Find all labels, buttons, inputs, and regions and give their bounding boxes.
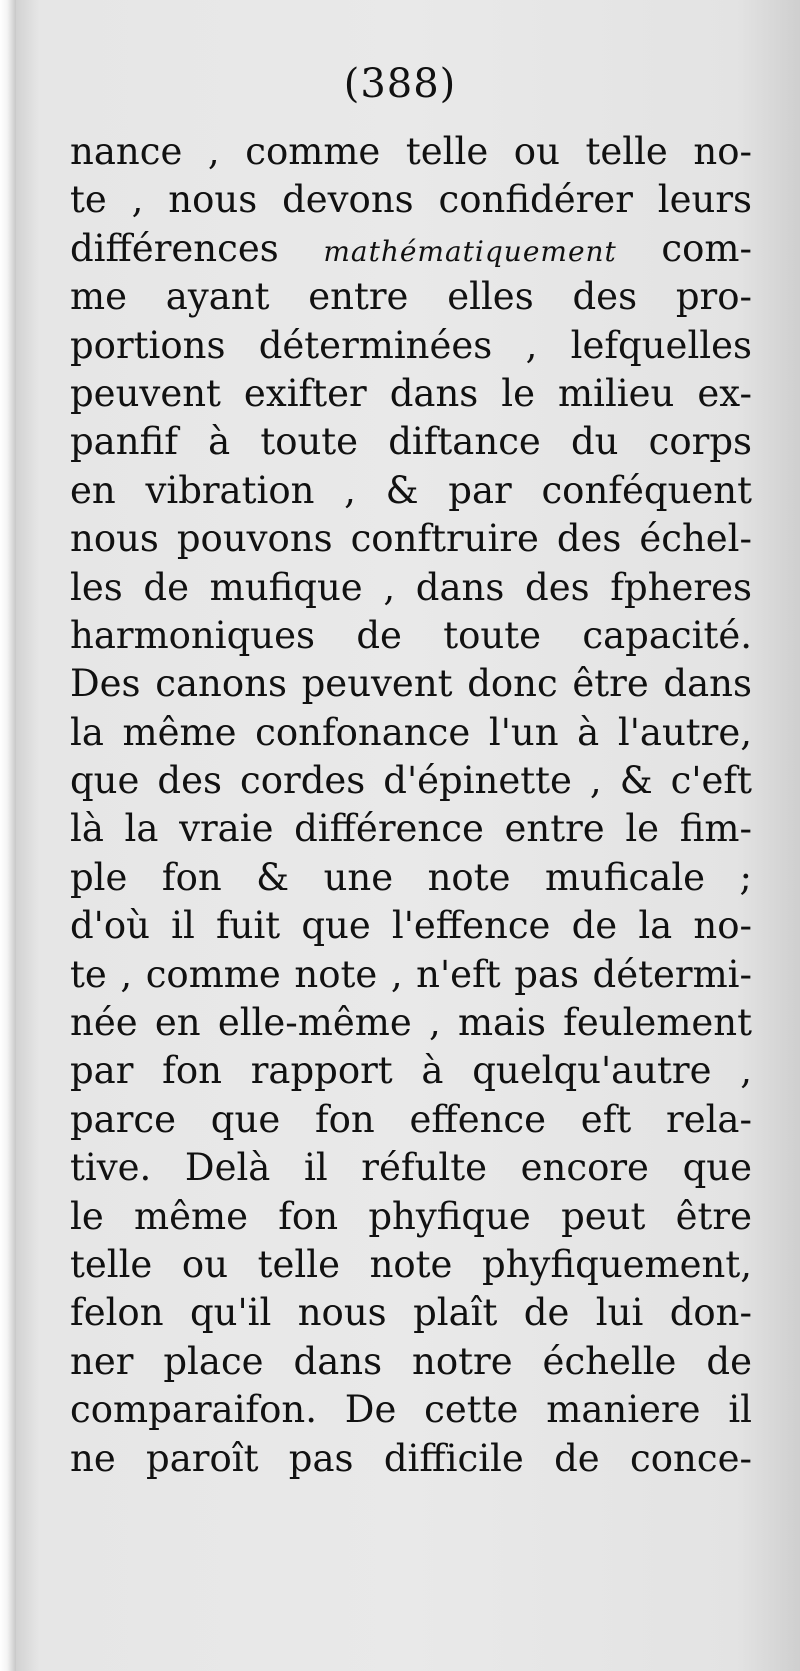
text-line: par fon rapport à quelqu'autre , bbox=[70, 1049, 752, 1093]
text-segment: différences bbox=[70, 226, 324, 270]
text-line: telle ou telle note phyfiquement, bbox=[70, 1242, 752, 1286]
text-line: les de mufique , dans des fpheres bbox=[70, 565, 752, 609]
text-line: Des canons peuvent donc être dans bbox=[70, 662, 752, 706]
text-line: la même confonance l'un à l'autre, bbox=[70, 710, 752, 754]
text-line: nance , comme telle ou telle no- bbox=[70, 130, 752, 173]
text-line: ne paroît pas difficile de conce- bbox=[70, 1436, 752, 1480]
text-line: tive. Delà il réfulte encore que bbox=[70, 1146, 752, 1190]
text-line: felon qu'il nous plaît de lui don- bbox=[70, 1291, 752, 1335]
text-line: panfif à toute diftance du corps bbox=[70, 420, 752, 464]
text-line: ple fon & une note muficale ; bbox=[70, 855, 752, 899]
text-segment: com- bbox=[616, 226, 752, 270]
text-line: te , comme note , n'eft pas détermi- bbox=[70, 952, 752, 996]
text-line: en vibration , & par conféquent bbox=[70, 468, 752, 512]
text-line: née en elle-même , mais feulement bbox=[70, 1001, 752, 1045]
text-line: d'où il fuit que l'effence de la no- bbox=[70, 904, 752, 948]
text-line: le même fon phyfique peut être bbox=[70, 1194, 752, 1238]
text-line: peuvent exifter dans le milieu ex- bbox=[70, 371, 752, 415]
italic-word: mathématiquement bbox=[323, 234, 617, 268]
text-line: te , nous devons confidérer leurs bbox=[70, 178, 752, 222]
text-line: portions déterminées , lefquelles bbox=[70, 323, 752, 367]
body-text bbox=[70, 128, 752, 1483]
text-line: nous pouvons conftruire des échel- bbox=[70, 517, 752, 561]
text-line: me ayant entre elles des pro- bbox=[70, 275, 752, 319]
text-line: ner place dans notre échelle de bbox=[70, 1339, 752, 1383]
text-line: là la vraie différence entre le fim- bbox=[70, 807, 752, 851]
page-number: (388) bbox=[343, 61, 457, 107]
text-line: harmoniques de toute capacité. bbox=[70, 613, 752, 657]
text-line: que des cordes d'épinette , & c'eft bbox=[70, 759, 752, 803]
text-line: parce que fon effence eft rela- bbox=[70, 1097, 752, 1141]
text-line bbox=[70, 225, 752, 273]
text-line: comparaifon. De cette maniere il bbox=[70, 1388, 752, 1432]
